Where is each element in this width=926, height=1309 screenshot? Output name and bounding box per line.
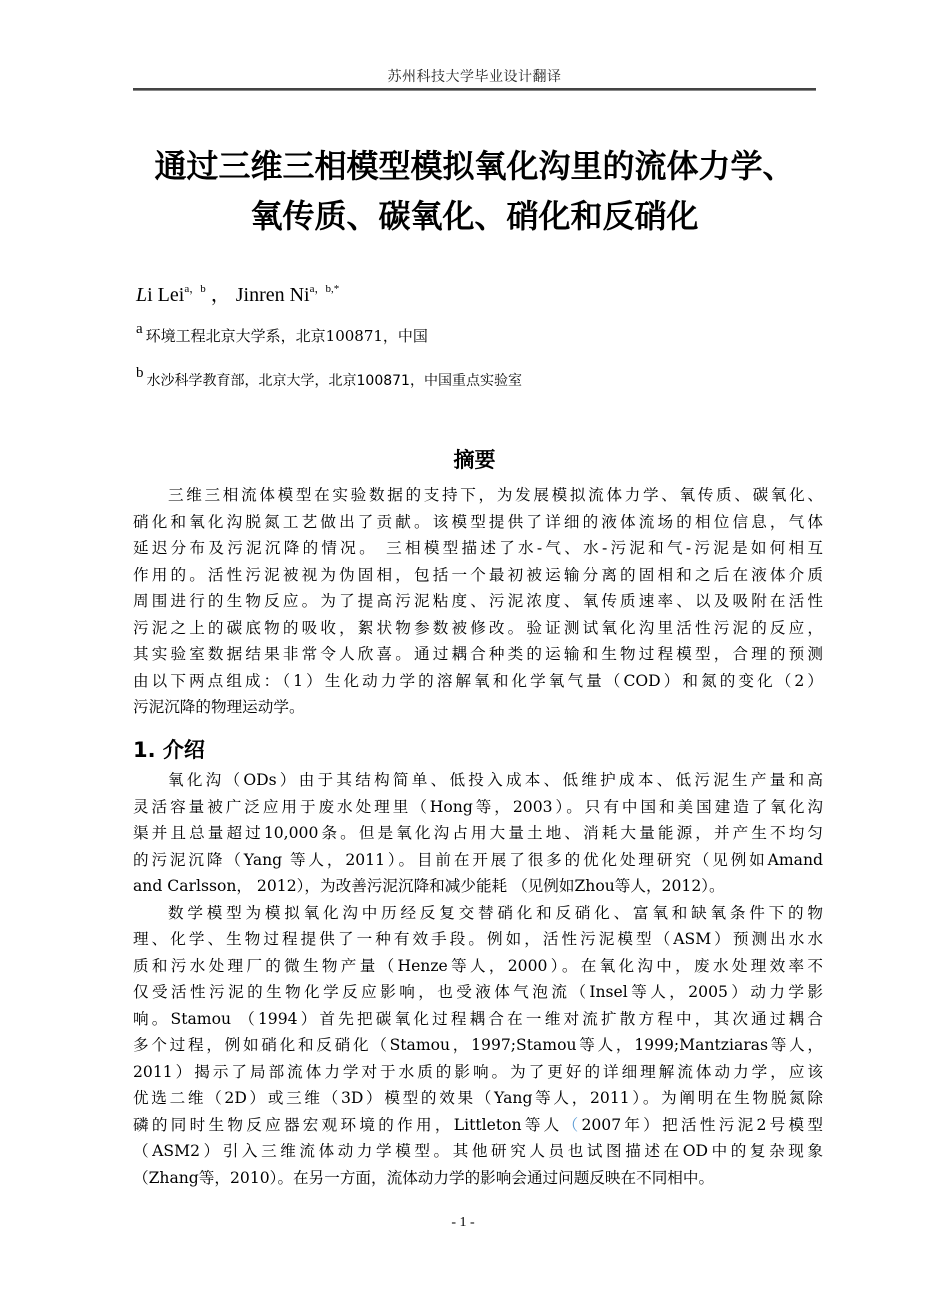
section-number: 1.: [133, 738, 156, 762]
section-heading-introduction: [133, 734, 205, 764]
intro-line: 多个过程，例如硝化和反硝化（Stamou，1997;Stamou等人，1999;Mantziaras等人，: [133, 1036, 823, 1054]
abstract-line: 周围进行的生物反应。为了提高污泥粘度、污泥浓度、氧传质速率、以及吸附在活性: [133, 592, 823, 610]
author-2-affiliation-marks: a，b,*: [309, 283, 340, 295]
intro-line: 仅受活性污泥的生物化学反应影响，也受液体气泡流（Insel等人，2005）动力学影: [133, 983, 823, 1001]
abstract-line: 污泥之上的碳底物的吸收，絮状物参数被修改。验证测试氧化沟里活性污泥的反应，: [133, 618, 823, 637]
abstract-line: 延迟分布及污泥沉降的情况。 三相模型描述了水-气、水-污泥和气-污泥是如何相互: [133, 539, 823, 557]
page-number: - 1 -: [451, 1215, 475, 1230]
author-2-name: Jinren Ni: [235, 284, 310, 306]
intro-line: 优选二维（2D）或三维（3D）模型的效果（Yang等人，2011）。为阐明在生物脱氮除: [133, 1089, 823, 1107]
author-list: [136, 278, 339, 307]
intro-line: （Zhang等，2010）。在另一方面，流体动力学的影响会通过问题反映在不同相中。: [133, 1168, 715, 1187]
abstract-line: 三维三相流体模型在实验数据的支持下，为发展模拟流体力学、氧传质、碳氧化、: [168, 486, 823, 504]
intro-line: 数学模型为模拟氧化沟中历经反复交替硝化和反硝化、富氧和缺氧条件下的物: [168, 903, 823, 922]
affiliation-mark: a: [136, 321, 143, 337]
intro-line: 氧化沟（ODs）由于其结构简单、低投入成本、低维护成本、低污泥生产量和高: [168, 771, 823, 789]
intro-line-text: 2007年）把活性污泥2号模型: [581, 1115, 823, 1134]
section-title: 介绍: [162, 738, 205, 762]
intro-line: 渠并且总量超过10,000条。但是氧化沟占用大量土地、消耗大量能源，并产生不均匀: [133, 824, 823, 842]
abstract-line: 由以下两点组成：（1）生化动力学的溶解氧和化学氧气量（COD）和氮的变化（2）: [133, 671, 823, 690]
abstract-line: 硝化和氧化沟脱氮工艺做出了贡献。该模型提供了详细的液体流场的相位信息，气体: [133, 512, 823, 531]
author-1-affiliation-marks: a，b: [184, 283, 206, 295]
introduction-body: [133, 767, 823, 1191]
intro-line: 质和污水处理厂的微生物产量（Henze等人，2000）。在氧化沟中，废水处理效率不: [133, 956, 823, 975]
intro-line-text: 磷的同时生物反应器宏观环境的作用，Littleton等人: [133, 1115, 563, 1134]
affiliation-b: [136, 365, 522, 390]
abstract-line: 污泥沉降的物理运动学。: [133, 698, 305, 716]
paper-title-line-1: 通过三维三相模型模拟氧化沟里的流体力学、: [154, 147, 795, 185]
author-1-initial: L: [136, 284, 148, 306]
intro-line: 灵活容量被广泛应用于废水处理里（Hong等，2003）。只有中国和美国建造了氧化沟: [133, 797, 823, 816]
affiliation-mark: b: [136, 365, 144, 381]
header-rule: [133, 88, 816, 91]
intro-line: 理、化学、生物过程提供了一种有效手段。例如，活性污泥模型（ASM）预测出水水: [133, 930, 823, 948]
affiliation-a: [136, 321, 428, 346]
abstract-line: 其实验室数据结果非常令人欣喜。通过耦合种类的运输和生物过程模型，合理的预测: [133, 645, 823, 663]
intro-line: 响。Stamou （1994）首先把碳氧化过程耦合在一维对流扩散方程中，其次通过耦合: [133, 1009, 823, 1028]
paper-title-line-2: 氧传质、碳氧化、硝化和反硝化: [250, 197, 699, 235]
author-1-name: i Lei: [147, 284, 185, 306]
intro-line: （ASM2）引入三维流体动力学模型。其他研究人员也试图描述在OD中的复杂现象: [133, 1142, 823, 1160]
affiliation-text: 水沙科学教育部，北京大学，北京100871，中国重点实验室: [146, 373, 522, 389]
abstract-body: [133, 482, 823, 721]
running-header: 苏州科技大学毕业设计翻译: [387, 69, 562, 85]
abstract-line: 作用的。活性污泥被视为伪固相，包括一个最初被运输分离的固相和之后在液体介质: [133, 565, 823, 584]
intro-line-with-citation: [133, 1112, 823, 1139]
citation-paren: （: [562, 1115, 582, 1134]
author-separator: ，: [210, 284, 231, 306]
abstract-heading: 摘要: [453, 448, 496, 472]
intro-line: and Carlsson， 2012），为改善污泥沉降和减少能耗 （见例如Zhou等人，2012）。: [133, 877, 725, 895]
affiliation-text: 环境工程北京大学系，北京100871，中国: [145, 327, 428, 345]
intro-line: 2011）揭示了局部流体力学对于水质的影响。为了更好的详细理解流体动力学，应该: [133, 1062, 823, 1081]
intro-line: 的污泥沉降（Yang 等人，2011）。目前在开展了很多的优化处理研究（见例如Amand: [133, 850, 823, 869]
